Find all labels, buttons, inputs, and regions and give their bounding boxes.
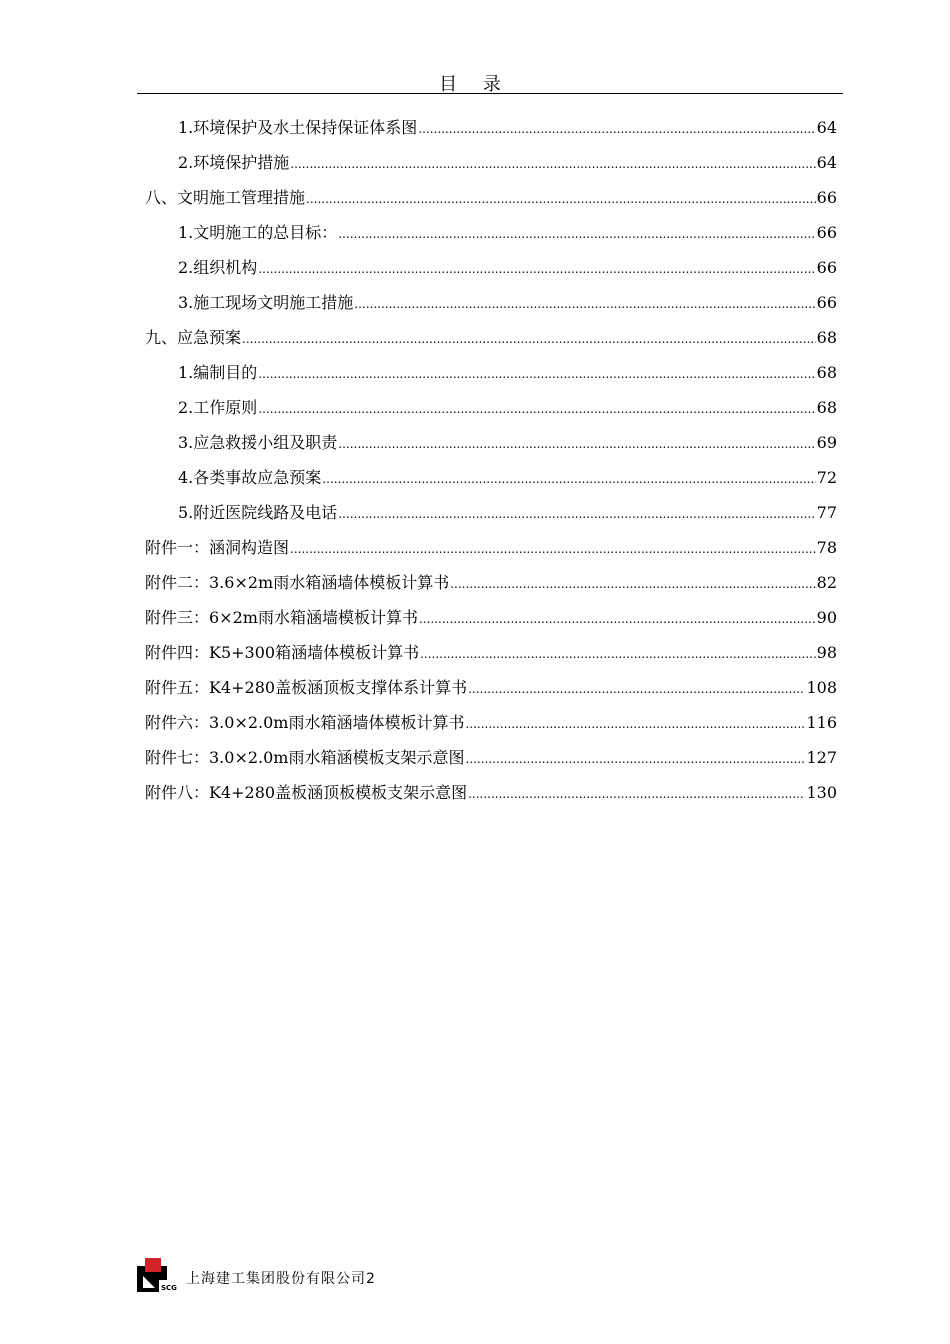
toc-entry-page: 98 — [816, 643, 837, 662]
toc-entry-page: 68 — [816, 363, 837, 382]
toc-entry-title: 应急救援小组及职责 — [193, 433, 338, 452]
toc-entry[interactable] — [145, 285, 837, 320]
toc-entry[interactable] — [145, 530, 837, 565]
toc-entry-page: 77 — [816, 503, 837, 522]
toc-leader-dots — [290, 147, 815, 182]
toc-entry-title: 附件二：3.6×2m雨水箱涵墙体模板计算书 — [145, 573, 450, 592]
toc-entry[interactable] — [145, 460, 837, 495]
toc-entry-title: 应急预案 — [177, 328, 242, 347]
header-rule — [137, 93, 843, 94]
logo-text: SCG — [161, 1284, 177, 1292]
toc-entry-title: 文明施工管理措施 — [177, 188, 306, 207]
toc-entry[interactable] — [145, 495, 837, 530]
toc-entry-number: 八、 — [145, 188, 178, 207]
toc-entry-page: 130 — [806, 783, 837, 802]
toc-entry-number: 3. — [178, 293, 194, 312]
toc-leader-dots — [258, 357, 815, 392]
toc-entry-title: 组织机构 — [193, 258, 258, 277]
toc-entry-title: 工作原则 — [193, 398, 258, 417]
toc-entry[interactable] — [145, 740, 837, 775]
toc-entry[interactable] — [145, 250, 837, 285]
toc-entry-title: 各类事故应急预案 — [193, 468, 322, 487]
toc-entry-page: 69 — [816, 433, 837, 452]
company-name-text: 上海建工集团股份有限公司 — [186, 1271, 366, 1287]
toc-leader-dots — [290, 532, 816, 567]
toc-entry-page: 66 — [816, 293, 837, 312]
toc-entry-page: 78 — [816, 538, 837, 557]
toc-entry-title: 施工现场文明施工措施 — [193, 293, 354, 312]
company-name — [186, 1268, 376, 1288]
toc-leader-dots — [354, 287, 815, 322]
toc-leader-dots — [450, 567, 815, 602]
toc-entry-number: 4. — [178, 468, 194, 487]
toc-entry[interactable] — [145, 215, 837, 250]
toc-entry[interactable] — [145, 705, 837, 740]
toc-leader-dots — [338, 217, 815, 252]
toc-entry-page: 64 — [816, 118, 837, 137]
toc-leader-dots — [258, 392, 815, 427]
toc-leader-dots — [338, 497, 815, 532]
toc-entry-page: 72 — [816, 468, 837, 487]
toc-entry-title: 附件六：3.0×2.0m雨水箱涵墙体模板计算书 — [145, 713, 465, 732]
toc-entry[interactable] — [145, 390, 837, 425]
toc-entry-title: 附件八：K4+280盖板涵顶板模板支架示意图 — [145, 783, 468, 802]
toc-entry[interactable] — [145, 320, 837, 355]
toc-entry[interactable] — [145, 355, 837, 390]
toc-entry-number: 1. — [178, 223, 194, 242]
toc-entry-title: 文明施工的总目标： — [193, 223, 338, 242]
toc-leader-dots — [258, 252, 815, 287]
toc-leader-dots — [419, 602, 816, 637]
toc-leader-dots — [322, 462, 815, 497]
toc-entry-page: 68 — [816, 398, 837, 417]
toc-entry-page: 64 — [816, 153, 837, 172]
toc-leader-dots — [306, 182, 816, 217]
toc-entry-page: 127 — [806, 748, 837, 767]
toc-entry-number: 2. — [178, 398, 194, 417]
toc-entry-title: 附件一：涵洞构造图 — [145, 538, 290, 557]
toc-leader-dots — [418, 112, 815, 147]
toc-entry-title: 附件五：K4+280盖板涵顶板支撑体系计算书 — [145, 678, 468, 697]
toc-entry-page: 82 — [816, 573, 837, 592]
toc-leader-dots — [338, 427, 815, 462]
toc-entry[interactable] — [145, 565, 837, 600]
toc-entry-page: 66 — [816, 223, 837, 242]
toc-entry-number: 1. — [178, 363, 194, 382]
toc-entry-number: 2. — [178, 258, 194, 277]
toc-entry[interactable] — [145, 600, 837, 635]
toc-entry[interactable] — [145, 425, 837, 460]
toc-entry-page: 108 — [806, 678, 837, 697]
toc-leader-dots — [242, 322, 816, 357]
toc-leader-dots — [468, 672, 805, 707]
page-number: 2 — [366, 1271, 376, 1287]
toc-entry-page: 90 — [816, 608, 837, 627]
toc-leader-dots — [465, 742, 805, 777]
toc-entry[interactable] — [145, 670, 837, 705]
footer — [137, 1258, 376, 1292]
toc-entry[interactable] — [145, 635, 837, 670]
toc-entry-number: 5. — [178, 503, 194, 522]
toc-entry-title: 编制目的 — [193, 363, 258, 382]
page-title: 目 录 — [439, 74, 511, 95]
table-of-contents — [145, 110, 837, 810]
toc-entry-page: 116 — [806, 713, 837, 732]
toc-entry-page: 66 — [816, 258, 837, 277]
toc-entry-title: 附件三：6×2m雨水箱涵墙模板计算书 — [145, 608, 418, 627]
toc-entry-number: 3. — [178, 433, 194, 452]
toc-entry[interactable] — [145, 775, 837, 810]
toc-entry-page: 68 — [816, 328, 837, 347]
toc-entry-title: 附件四：K5+300箱涵墙体模板计算书 — [145, 643, 420, 662]
toc-entry-number: 2. — [178, 153, 194, 172]
toc-entry-number: 九、 — [145, 328, 178, 347]
toc-entry[interactable] — [145, 110, 837, 145]
toc-leader-dots — [465, 707, 805, 742]
toc-entry[interactable] — [145, 145, 837, 180]
toc-leader-dots — [420, 637, 816, 672]
toc-entry-title: 环境保护措施 — [193, 153, 290, 172]
toc-leader-dots — [468, 777, 805, 812]
toc-entry-page: 66 — [816, 188, 837, 207]
toc-entry-title: 附件七：3.0×2.0m雨水箱涵模板支架示意图 — [145, 748, 465, 767]
toc-entry-title: 附近医院线路及电话 — [193, 503, 338, 522]
scg-logo-icon — [137, 1258, 181, 1292]
toc-entry-number: 1. — [178, 118, 194, 137]
toc-entry-title: 环境保护及水土保持保证体系图 — [193, 118, 418, 137]
toc-entry[interactable] — [145, 180, 837, 215]
